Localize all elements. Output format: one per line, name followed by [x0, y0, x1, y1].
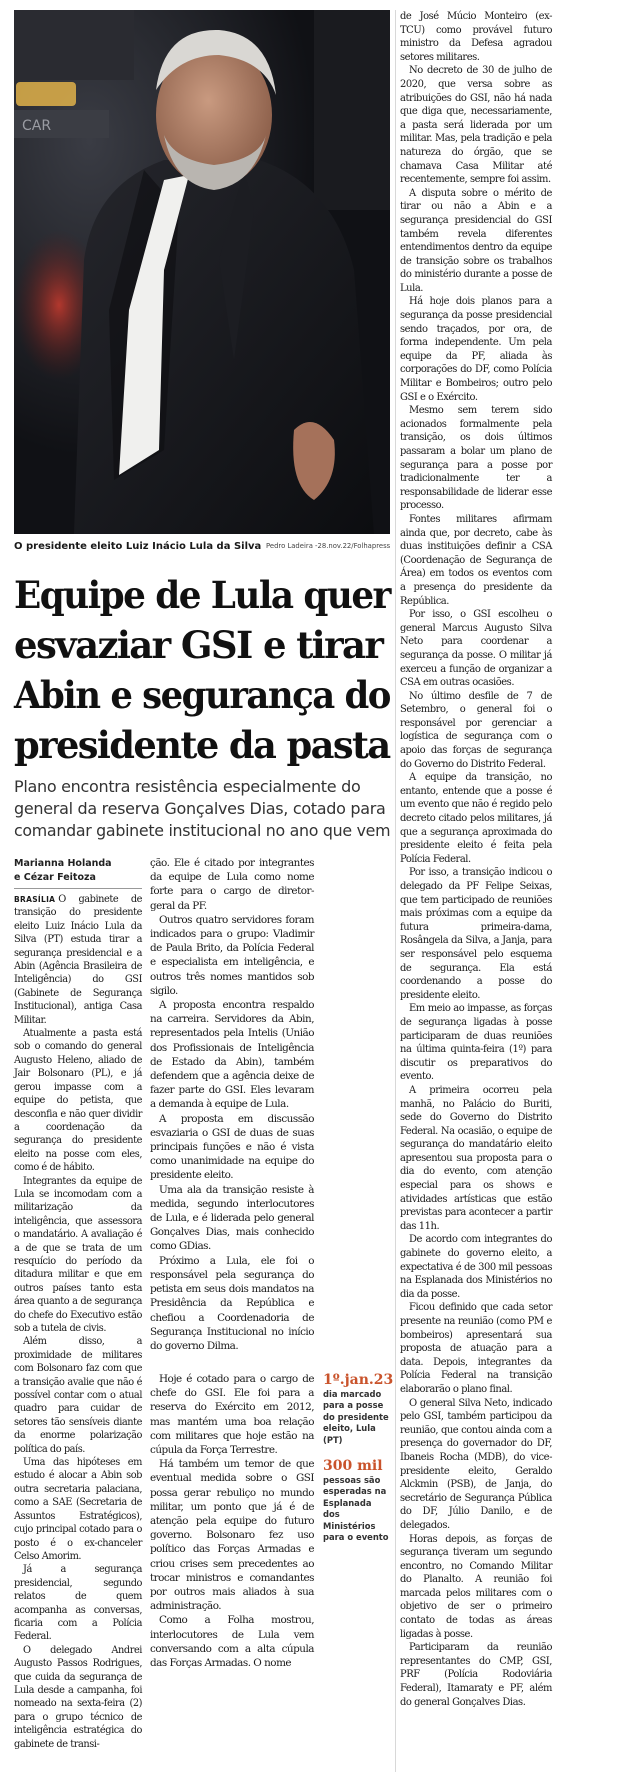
article-paragraph: Por isso, o GSI escolheu o general Marcus Augusto Silva Neto para coordenar a segurança da posse. O militar já exerceu a função de organizar a CSA em outras ocasiões. [400, 609, 552, 689]
lula-photo [14, 10, 390, 534]
article-column-2-lower [150, 1372, 314, 1670]
photo-caption-row [14, 538, 390, 554]
article-paragraph: A primeira ocorreu pela manhã, no Palácio do Buriti, sede do Governo do Distrito Federal. Na ocasião, o equipe de segurança do mandatário eleito apresentou sua proposta para o dia do evento, com atenção especial para os shows e atividades artísticas que estão previstas para acontecer a partir das 11h. [400, 1084, 552, 1232]
article-paragraph: ção. Ele é citado por integrantes da equipe de Lula como nome forte para o cargo de diretor-geral da PF. [150, 857, 314, 912]
article-paragraph: BRASÍLIA O gabinete de transição do presidente eleito Luiz Inácio Lula da Silva (PT) estuda tirar a segurança presidencial e a Abin (Agência Brasileira de Inteligência) do GSI (Gabinete de Segurança Institucional), antiga Casa Militar. [14, 894, 142, 1026]
stats-sidebar [323, 1372, 394, 1555]
article-paragraph: Uma das hipóteses em estudo é alocar a Abin sob outra secretaria palaciana, como a SAE (Secretaria de Assuntos Estratégicos), cujo principal cotado para o posto é o ex-chanceler Celso Amorim. [14, 1457, 142, 1562]
article-paragraph: Integrantes da equipe de Lula se incomodam com a militarização da inteligência, que assessora o mandatário. A avaliação é a de que se trata de um resquício do período da ditadura militar e que em outros países tanto esta área quanto a de segurança do chefe do Executivo estão sob a tutela de civis. [14, 1175, 142, 1334]
article-paragraph: Por isso, a transição indicou o delegado da PF Felipe Seixas, que tem participado de reuniões mais próximas com a equipe da futura primeira-dama, Rosângela da Silva, a Janja, para ser responsável pelo esquema de segurança. Ela está coordenando a posse do presidente eleito. [400, 867, 552, 1001]
headline-line: Equipe de Lula quer [14, 573, 390, 617]
svg-text:CAR: CAR [22, 118, 52, 134]
article-paragraph: Participaram da reunião representantes do CMP, GSI, PRF (Polícia Rodoviária Federal), Itamaraty e PF, além do general Gonçalves Dias. [400, 1642, 552, 1708]
stat-figure: 1º.jan.23 [323, 1372, 394, 1388]
article-paragraph: No último desfile de 7 de Setembro, o general foi o responsável por gerenciar a logística de segurança com o apoio das forças de segurança do Governo do Distrito Federal. [400, 690, 552, 770]
stat-description: pessoas são esperadas na Esplanada dos Ministérios para o evento [323, 1475, 389, 1543]
dateline: BRASÍLIA [14, 895, 56, 904]
article-paragraph: A proposta encontra respaldo na carreira. Servidores da Abin, representados pela Intelis (União dos Profissionais de Inteligência de Estado da Abin), também defendem que a agência deixe de fazer parte do GSI. Eles levaram a demanda à equipe de Lula. [150, 999, 314, 1111]
column-divider [395, 10, 396, 1772]
article-paragraph: Há também um temor de que eventual medida sobre o GSI possa gerar rebuliço no mundo militar, um ponto que já é de atenção pela equipe do futuro governo. Bolsonaro fez uso político das Forças Armadas e criou crises sem precedentes ao trocar ministros e comandantes por outros mais aliados à sua administração. [150, 1458, 314, 1613]
author-name: e Cézar Feitoza [14, 872, 96, 883]
article-paragraph: De acordo com integrantes do gabinete do governo eleito, a expectativa é de 300 mil pessoas na Esplanada dos Ministérios no dia da posse. [400, 1234, 552, 1300]
byline-divider [14, 888, 142, 889]
article-column-1 [14, 893, 142, 1751]
stat-description: dia marcado para a posse do presidente eleito, Lula (PT) [323, 1389, 389, 1445]
author-name: Marianna Holanda [14, 858, 112, 869]
article-column-2 [150, 856, 314, 1353]
photo-credit: Pedro Ladeira -28.nov.22/Folhapress [265, 542, 390, 550]
subhead-line: comandar gabinete institucional no ano que vem [14, 821, 391, 840]
stat-figure: 300 mil [323, 1458, 383, 1475]
article-paragraph: Outros quatro servidores foram indicados para o grupo: Vladimir de Paula Brito, da Polícia Federal e especialista em inteligência, e outros três nomes mantidos sob sigilo. [150, 913, 314, 997]
headline [14, 570, 390, 770]
article-paragraph: No decreto de 30 de julho de 2020, que versa sobre as atribuições do GSI, não há nada que diga que, necessariamente, a pasta será liderada por um militar. Mas, pela tradição e pela natureza do órgão, que se chamava Casa Militar até recentemente, sempre foi assim. [400, 65, 552, 186]
article-column-3 [400, 10, 552, 1709]
subhead-line: Plano encontra resistência especialmente do [14, 777, 361, 796]
article-paragraph: Mesmo sem terem sido acionados formalmente pela transição, os dois últimos passaram a bolar um plano de segurança para a posse por tradicionalmente ter a responsabilidade de liderar esse processo. [400, 405, 552, 512]
article-paragraph: Uma ala da transição resiste à medida, segundo interlocutores de Lula, e é liderada pelo general Gonçalves Dias, mais conhecido como GDias. [150, 1183, 314, 1253]
headline-line: presidente da pasta [14, 723, 390, 767]
article-paragraph: Como a Folha mostrou, interlocutores de Lula vem conversando com a alta cúpula das Forças Armadas. O nome [150, 1614, 314, 1670]
article-paragraph: de José Múcio Monteiro (ex-TCU) como provável futuro ministro da Defesa agradou setores militares. [400, 11, 552, 63]
article-paragraph: A proposta em discussão esvaziaria o GSI de duas de suas principais funções e não é vista como unanimidade na equipe do presidente eleito. [150, 1112, 314, 1182]
article-paragraph: A equipe da transição, no entanto, entende que a posse é um evento que não é regido pelo decreto citado pelos militares, já que a segurança aproximada do presidente eleito é feita pela Polícia Federal. [400, 772, 552, 865]
article-paragraph: O delegado Andrei Augusto Passos Rodrigues, que cuida da segurança de Lula desde a campanha, foi nomeado na sexta-feira (2) para o grupo técnico de inteligência estratégica do gabinete de transi- [14, 1644, 142, 1750]
subhead [14, 776, 390, 842]
photo-caption: O presidente eleito Luiz Inácio Lula da Silva [14, 540, 262, 552]
article-paragraph: Além disso, a proximidade de militares com Bolsonaro faz com que a transição avalie que não é possível contar com o atual quadro para cuidar de setores tão sensíveis diante da enorme polarização política do país. [14, 1336, 142, 1455]
article-paragraph: Horas depois, as forças de segurança tiveram um segundo encontro, no Comando Militar do Planalto. A reunião foi marcada pelos militares com o objetivo de ser o primeiro contato de todas as áreas ligadas à posse. [400, 1533, 552, 1640]
article-paragraph: Fontes militares afirmam ainda que, por decreto, cabe às duas instituições definir a CSA (Coordenação de Segurança de Área) em todos os eventos com a presença do presidente da República. [400, 513, 552, 607]
article-paragraph: Já a segurança presidencial, segundo relatos de quem acompanha as conversas, ficaria com a Polícia Federal. [14, 1564, 142, 1643]
byline [14, 857, 144, 885]
article-paragraph: O general Silva Neto, indicado pelo GSI, também participou da reunião, que contou ainda com a presença do governador do DF, Ibaneis Rocha (MDB), do vice-presidente eleito, Geraldo Alckmin (PSB), de Janja, do secretário de Segurança Pública do DF, Júlio Danilo, e de delegados. [400, 1397, 552, 1531]
headline-line: esvaziar GSI e tirar [14, 623, 383, 667]
article-paragraph: Próximo a Lula, ele foi o responsável pela segurança do petista em seus dois mandatos na Presidência da República e chefiou a Coordenadoria de Segurança Institucional no início do governo Dilma. [150, 1254, 314, 1352]
headline-line: Abin e segurança do [14, 673, 390, 717]
article-paragraph: Hoje é cotado para o cargo de chefe do GSI. Ele foi para a reserva do Exército em 2012, mas mantém uma boa relação com militares que hoje estão na cúpula da Força Terrestre. [150, 1373, 314, 1457]
subhead-line: general da reserva Gonçalves Dias, cotado para [14, 799, 386, 818]
article-paragraph: Há hoje dois planos para a segurança da posse presidencial sendo traçados, por ora, de forma independente. Um pela equipe da PF, aliada às corporações do DF, como Polícia Militar e Bombeiros; outro pelo GSI e o Exército. [400, 296, 552, 403]
article-paragraph: A disputa sobre o mérito de tirar ou não a Abin e a segurança presidencial do GSI também revela diferentes entendimentos dentro da equipe de transição sobre os trabalhos do ministério durante a posse de Lula. [400, 187, 552, 294]
article-paragraph: Atualmente a pasta está sob o comando do general Augusto Heleno, aliado de Jair Bolsonaro (PL), e já gerou impasse com a equipe do petista, que desconfia e não quer dividir a coordenação da segurança do presidente eleito na posse com eles, como é de hábito. [14, 1028, 142, 1174]
article-paragraph: Ficou definido que cada setor presente na reunião (como PM e bombeiros) apresentará sua proposta de atuação para a data. Depois, integrantes da Polícia Federal na transição elaborarão o plano final. [400, 1302, 552, 1395]
article-paragraph: Em meio ao impasse, as forças de segurança ligadas à posse participaram de duas reuniões na última quinta-feira (1º) para discutir os preparativos do evento. [400, 1003, 552, 1083]
